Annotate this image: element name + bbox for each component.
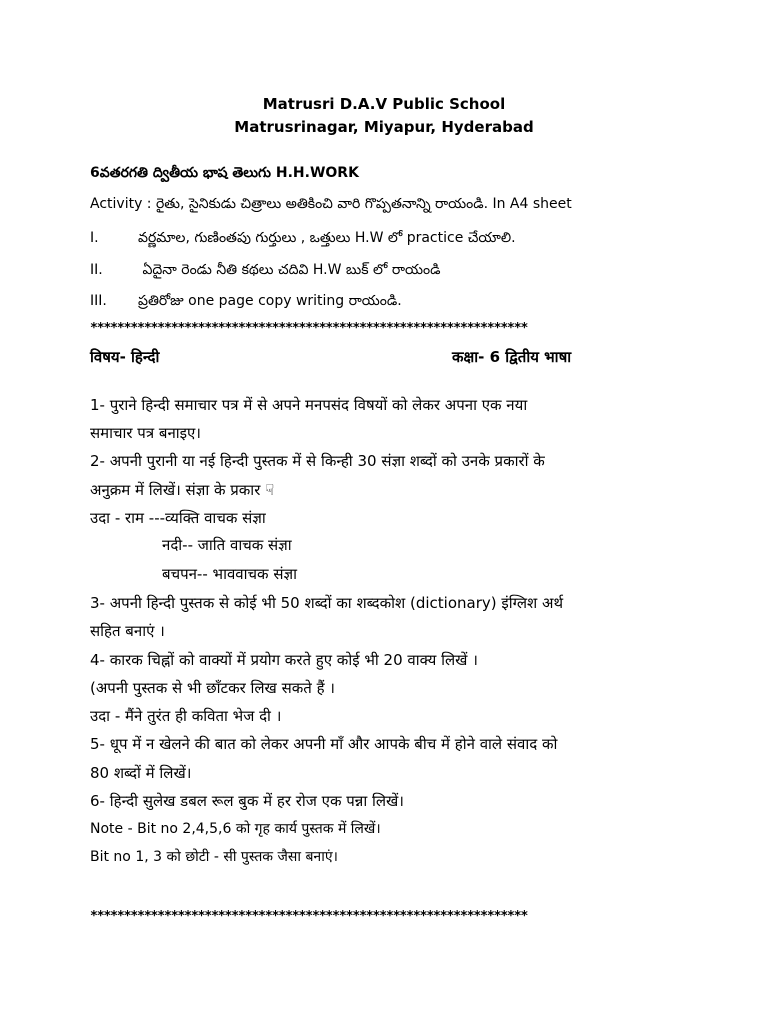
hindi-line: 1- पुराने हिन्दी समाचार पत्र में से अपने मनपसंद विषयों को लेकर अपना एक नया <box>90 396 528 414</box>
separator-line: ***************************************************************** <box>90 321 528 336</box>
telugu-item-number: II. <box>90 262 103 278</box>
telugu-item-text: ప్రతిరోజు one page copy writing రాయండి. <box>138 293 402 309</box>
hindi-line: सहित बनाएं । <box>90 622 165 640</box>
telugu-item-text: వర్ణమాల, గుణింతపు గుర్తులు , ఒత్తులు H.W లో practice చేయాలి. <box>138 230 516 246</box>
hindi-line: 2- अपनी पुरानी या नई हिन्दी पुस्तक में से किन्ही 30 संज्ञा शब्दों को उनके प्रकारों के <box>90 452 545 470</box>
telugu-item-1 <box>90 229 516 247</box>
hindi-line: नदी-- जाति वाचक संज्ञा <box>162 536 292 554</box>
telugu-item-2 <box>90 261 440 279</box>
hindi-line: 6- हिन्दी सुलेख डबल रूल बुक में हर रोज एक पन्ना लिखें। <box>90 792 404 810</box>
hindi-line: 80 शब्दों में लिखें। <box>90 764 192 782</box>
school-address: Matrusrinagar, Miyapur, Hyderabad <box>234 118 534 136</box>
hindi-line: उदा - मैंने तुरंत ही कविता भेज दी । <box>90 707 282 725</box>
hindi-line: 4- कारक चिह्नों को वाक्यों में प्रयोग करते हुए कोई भी 20 वाक्य लिखें । <box>90 651 478 669</box>
separator-line-bottom: ***************************************************************** <box>90 909 528 924</box>
telugu-item-number: III. <box>90 293 107 309</box>
note-line: Bit no 1, 3 को छोटी - सी पुस्तक जैसा बनाएं। <box>90 849 338 865</box>
telugu-item-text: ఏదైనా రెండు నీతి కథలు చదివి H.W బుక్ లో రాయండి <box>138 262 441 278</box>
note-line: Note - Bit no 2,4,5,6 को गृह कार्य पुस्तक में लिखें। <box>90 821 381 837</box>
telugu-item-number: I. <box>90 230 99 246</box>
hindi-line: (अपनी पुस्तक से भी छाँटकर लिख सकते हैं । <box>90 679 335 697</box>
hindi-line: 5- धूप में न खेलने की बात को लेकर अपनी माँ और आपके बीच में होने वाले संवाद को <box>90 735 558 753</box>
hindi-line: उदा - राम ---व्यक्ति वाचक संज्ञा <box>90 509 266 527</box>
telugu-item-3 <box>90 292 402 310</box>
telugu-heading: 6వతరగతి ద్వితీయ భాష తెలుగు H.H.WORK <box>90 165 359 181</box>
hindi-class: कक्षा- 6 द्वितीय भाषा <box>452 348 572 366</box>
hindi-line: समाचार पत्र बनाइए। <box>90 424 201 442</box>
hindi-line: अनुक्रम में लिखें। संज्ञा के प्रकार ☟ <box>90 481 275 499</box>
hindi-line: बचपन-- भाववाचक संज्ञा <box>162 565 297 583</box>
telugu-activity: Activity : రైతు, సైనికుడు చిత్రాలు అతికించి వారి గొప్పతనాన్ని రాయండి. In A4 sheet <box>90 196 572 212</box>
school-name: Matrusri D.A.V Public School <box>262 95 506 113</box>
hindi-subject: विषय- हिन्दी <box>90 348 160 366</box>
hindi-line: 3- अपनी हिन्दी पुस्तक से कोई भी 50 शब्दों का शब्दकोश (dictionary) इंग्लिश अर्थ <box>90 594 564 612</box>
